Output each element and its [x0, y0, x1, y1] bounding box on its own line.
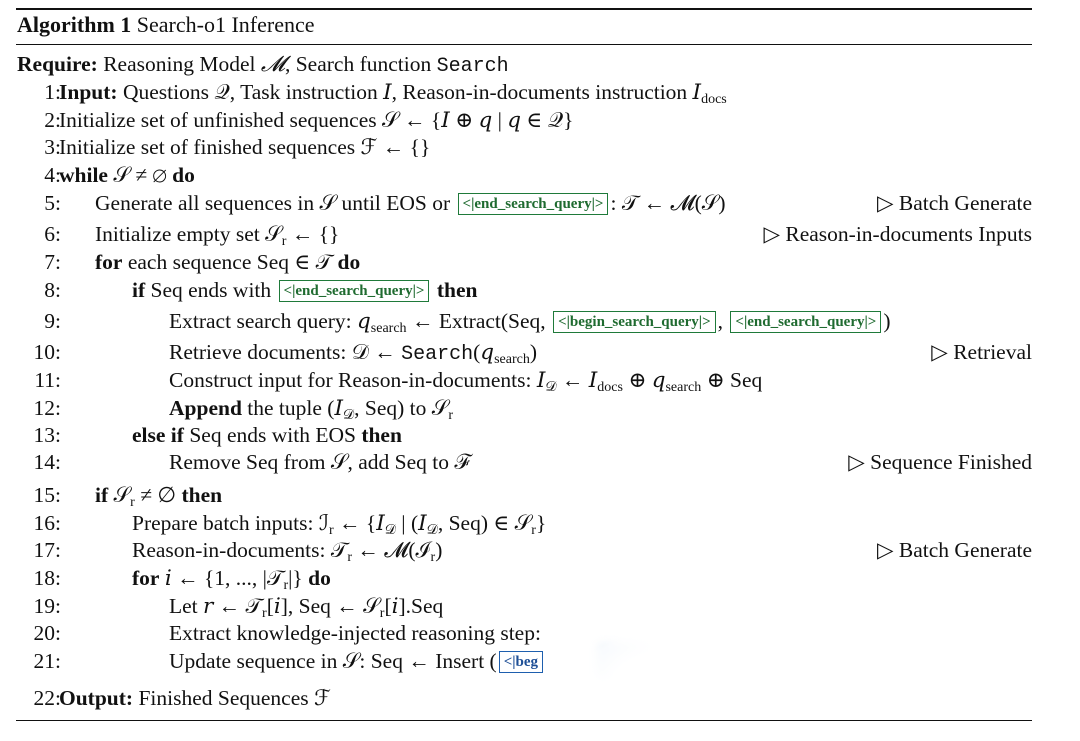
- algorithm-title: [17, 12, 314, 38]
- algo-line-13: 13: else if Seq ends with EOS then: [33, 423, 402, 447]
- algo-line-4: 4: while 𝒮 ≠ ∅ do: [44, 163, 195, 187]
- algo-line-21: 21: Update sequence in 𝒮: Seq ← Insert ( <|beg: [17, 648, 1032, 675]
- algo-line-6: 6: Initialize empty set 𝒮$_r$ ← {} ▷ Reason-in-documents Inputs: [44, 222, 1032, 249]
- algo-line-15: 15: if 𝒮$_r$ ≠ ∅ then: [33, 483, 223, 510]
- algo-line-17: 17: Reason-in-documents: 𝒯$_r$ ← 𝓜(ℐ$_r$) ▷ Batch Generate: [33, 538, 1032, 565]
- blur-occlusion: [590, 620, 830, 730]
- algo-line-1: 1: Input: Questions 𝒬, Task instruction 𝐼, Reason-in-documents instruction 𝐼$_{docs}$: [44, 80, 727, 107]
- algo-line-9: 9: Extract search query: 𝑞$_{search}$ ← Extract(Seq, <|begin_search_query|> , <|end_search_query|> ): [44, 309, 891, 336]
- algo-line-14: 14: Remove Seq from 𝒮, add Seq to ℱ ▷ Sequence Finished: [33, 450, 1032, 474]
- algo-line-2: 2: Initialize set of unfinished sequences 𝒮 ← {𝐼 ⊕ 𝑞 | 𝑞 ∈ 𝒬}: [44, 108, 574, 132]
- end-search-token: <|end_search_query|>: [279, 280, 430, 302]
- algo-line-5: 5: Generate all sequences in 𝒮 until EOS or <|end_search_query|> : 𝒯 ← 𝓜(𝒮) ▷ Batch Generate: [44, 191, 1032, 215]
- algo-line-18: 18: for 𝑖 ← {1, ..., |𝒯$_r$|} do: [33, 566, 331, 593]
- end-search-token: <|end_search_query|>: [730, 311, 881, 333]
- mid-rule: [16, 44, 1032, 45]
- algo-line-20: 20: Extract knowledge-injected reasoning step:: [33, 621, 541, 645]
- algo-line-22: 22: Output: Finished Sequences ℱ: [33, 686, 331, 710]
- algo-line-7: 7: for each sequence Seq ∈ 𝒯 do: [44, 250, 361, 274]
- algorithm-name: Search-o1 Inference: [136, 12, 315, 37]
- comment-reason-inputs: ▷ Reason-in-documents Inputs: [763, 222, 1032, 246]
- begin-token-truncated: <|beg: [499, 651, 543, 673]
- algo-line-3: 3: Initialize set of finished sequences ℱ ← {}: [44, 135, 431, 159]
- algo-line-19: 19: Let 𝑟 ← 𝒯$_r$[𝑖], Seq ← 𝒮$_r$[𝑖].Seq: [33, 594, 444, 621]
- top-rule: [16, 8, 1032, 10]
- bottom-rule: [16, 720, 1032, 721]
- algo-line-16: 16: Prepare batch inputs: ℐ$_r$ ← {𝐼$_𝒟$ | (𝐼$_𝒟$, Seq) ∈ 𝒮$_r$}: [33, 511, 547, 538]
- comment-batch-generate-2: ▷ Batch Generate: [876, 538, 1032, 562]
- comment-sequence-finished: ▷ Sequence Finished: [848, 450, 1032, 474]
- end-search-token: <|end_search_query|>: [458, 193, 609, 215]
- begin-search-token: <|begin_search_query|>: [553, 311, 716, 333]
- algo-line-11: 11: Construct input for Reason-in-documents: 𝐼$_𝒟$ ← 𝐼$_{docs}$ ⊕ 𝑞$_{search}$ ⊕ Seq: [34, 368, 763, 395]
- algo-line-8: 8: if Seq ends with <|end_search_query|> then: [44, 278, 478, 302]
- require-line: Require: Reasoning Model 𝓜, Search function Search: [17, 52, 509, 78]
- algo-line-10: 10: Retrieve documents: 𝒟 ← Search(𝑞$_{search}$) ▷ Retrieval: [33, 340, 1032, 367]
- algorithm-label: Algorithm 1: [17, 12, 132, 37]
- comment-retrieval: ▷ Retrieval: [931, 340, 1032, 364]
- comment-batch-generate: ▷ Batch Generate: [876, 191, 1032, 215]
- algo-line-12: 12: Append the tuple (𝐼$_𝒟$, Seq) to 𝒮$_r$: [33, 396, 454, 423]
